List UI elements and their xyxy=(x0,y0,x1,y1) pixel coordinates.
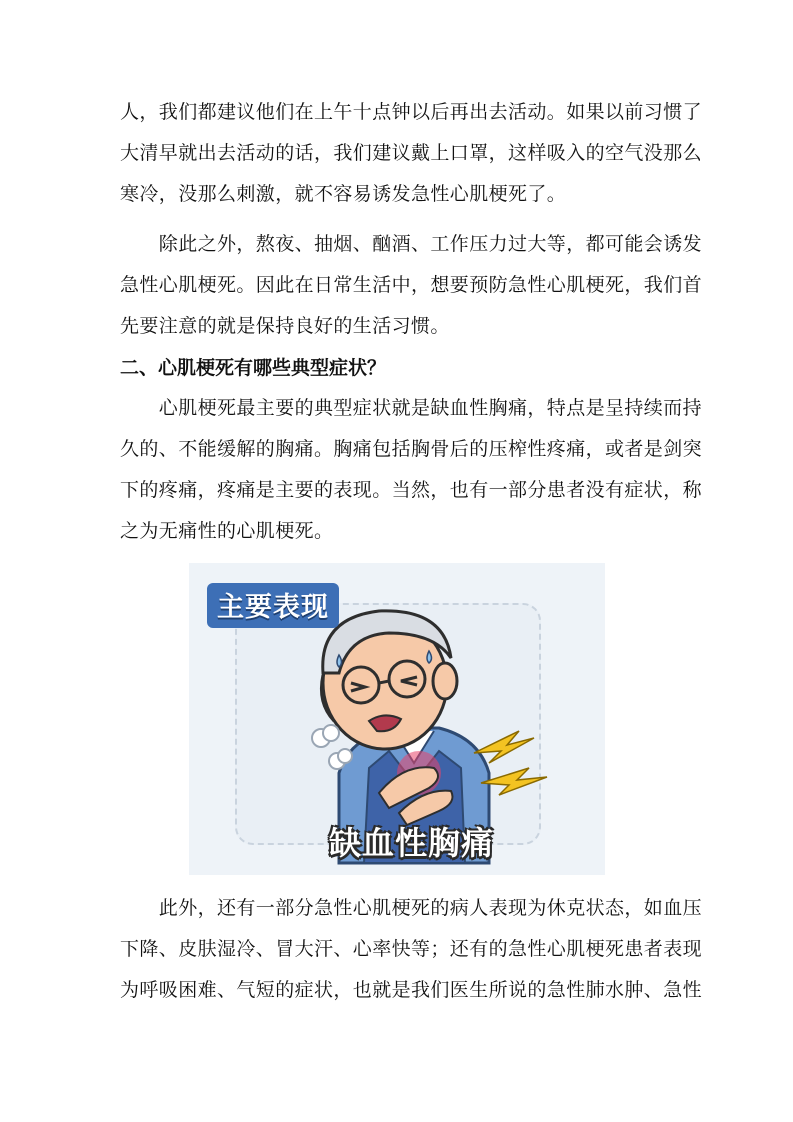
text-line: 下降、皮肤湿冷、冒大汗、心率快等；还有的急性心肌梗死患者表现 xyxy=(120,938,703,960)
paragraph-3 xyxy=(120,388,703,552)
text-line: 大清早就出去活动的话，我们建议戴上口罩，这样吸入的空气没那么 xyxy=(120,142,703,164)
text-line: 急性心肌梗死。因此在日常生活中，想要预防急性心肌梗死，我们首 xyxy=(120,274,703,296)
paragraph-2 xyxy=(120,224,703,347)
text-line: 人，我们都建议他们在上午十点钟以后再出去活动。如果以前习惯了 xyxy=(120,101,703,123)
paragraph-1 xyxy=(120,92,703,215)
text-line: 久的、不能缓解的胸痛。胸痛包括胸骨后的压榨性疼痛，或者是剑突 xyxy=(120,438,703,460)
figure-tag-label: 主要表现 xyxy=(207,583,339,628)
text-line: 寒冷，没那么刺激，就不容易诱发急性心肌梗死了。 xyxy=(120,183,567,205)
illustration-figure xyxy=(189,563,605,875)
text-line: 之为无痛性的心肌梗死。 xyxy=(120,520,334,542)
text-line: 除此之外，熬夜、抽烟、酗酒、工作压力过大等，都可能会诱发 xyxy=(120,233,703,255)
text-line: 此外，还有一部分急性心肌梗死的病人表现为休克状态，如血压 xyxy=(120,897,703,919)
text-line: 下的疼痛，疼痛是主要的表现。当然，也有一部分患者没有症状，称 xyxy=(120,479,703,501)
text-line: 心肌梗死最主要的典型症状就是缺血性胸痛，特点是呈持续而持 xyxy=(120,397,703,419)
figure-caption: 缺血性胸痛 xyxy=(329,824,495,862)
text-line: 先要注意的就是保持良好的生活习惯。 xyxy=(120,315,450,337)
text-line: 为呼吸困难、气短的症状，也就是我们医生所说的急性肺水肿、急性 xyxy=(120,979,703,1001)
section-heading: 二、心肌梗死有哪些典型症状？ xyxy=(120,357,387,379)
paragraph-4 xyxy=(120,888,703,1011)
